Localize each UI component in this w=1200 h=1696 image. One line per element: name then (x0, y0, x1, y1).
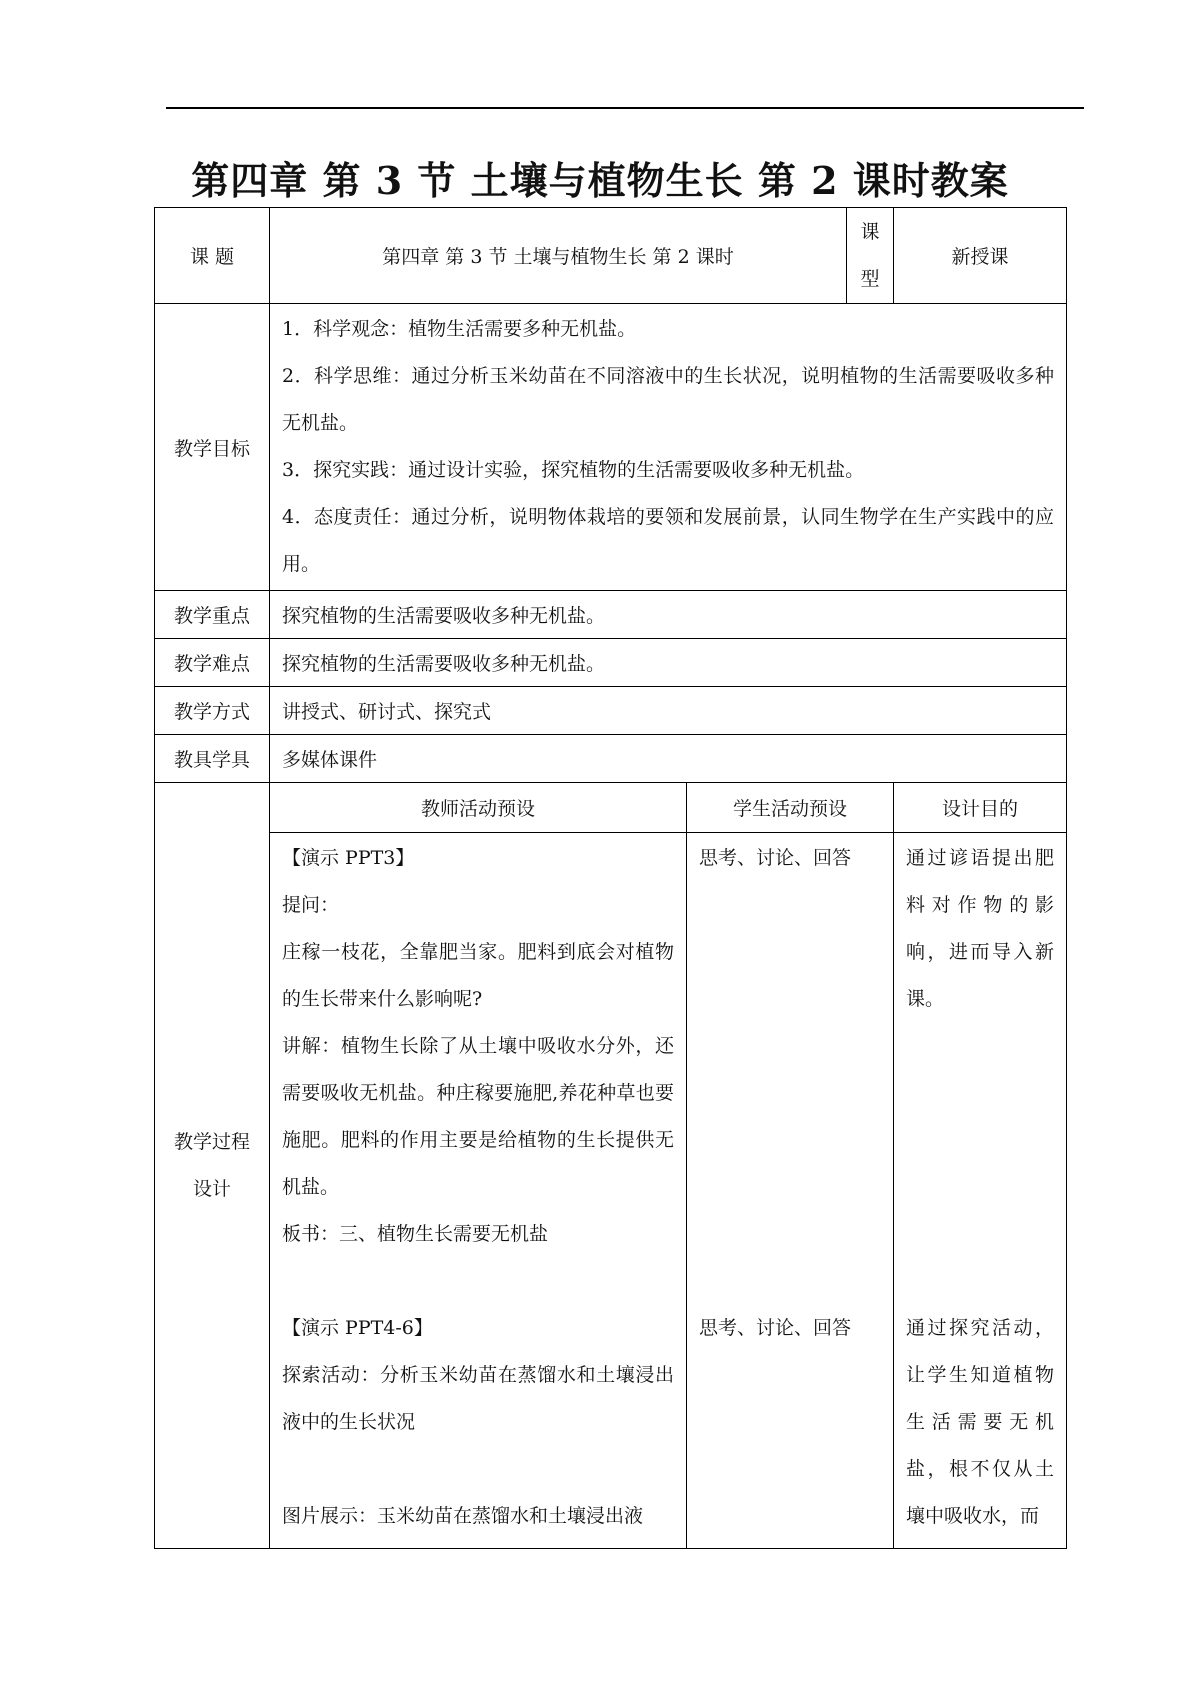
method-value: 讲授式、研讨式、探究式 (270, 687, 1067, 735)
key-point-value: 探究植物的生活需要吸收多种无机盐。 (270, 591, 1067, 639)
key-point-label: 教学重点 (155, 591, 270, 639)
design-purpose-header: 设计目的 (894, 783, 1067, 833)
objectives-row (155, 304, 1067, 591)
student-activity-1: 思考、讨论、回答 (699, 847, 852, 869)
tools-row (155, 735, 1067, 783)
student-activity-header: 学生活动预设 (687, 783, 894, 833)
teacher-activity-header: 教师活动预设 (270, 783, 687, 833)
method-row (155, 687, 1067, 735)
process-content-row (155, 833, 1067, 1549)
student-activity-2: 思考、讨论、回答 (699, 1317, 852, 1339)
objective-item: 3．探究实践：通过设计实验，探究植物的生活需要吸收多种无机盐。 (282, 459, 865, 481)
lesson-plan-table (154, 207, 1067, 1549)
topic-value: 第四章 第 3 节 土壤与植物生长 第 2 课时 (382, 246, 734, 268)
objective-item: 1．科学观念：植物生活需要多种无机盐。 (282, 318, 637, 340)
lesson-type-value: 新授课 (894, 208, 1067, 304)
method-label: 教学方式 (155, 687, 270, 735)
objectives-label: 教学目标 (155, 304, 270, 591)
lesson-type-label: 课 型 (846, 208, 893, 303)
process-header-row (155, 783, 1067, 833)
design-purpose-2: 通过探究活动，让学生知道植物生活需要无机盐，根不仅从土壤中吸收水，而 (906, 1317, 1054, 1527)
teacher-activity-cell: 【演示 PPT3】 提问： 庄稼一枝花，全靠肥当家。肥料到底会对植物的生长带来什么影响呢? 讲解：植物生长除了从土壤中吸收水分外，还需要吸收无机盐。种庄稼要施肥,养花种草也要施肥。肥料的作用主要是给植物的生长提供无机盐。 板书：三、植物生长需要无机盐 【演示 PPT4-6】 探索活动：分析玉米幼苗在蒸馏水和土壤浸出液中的生长状况 图片展示：玉米幼苗在蒸馏水和土壤浸出液 (270, 833, 687, 1549)
header-rule (166, 107, 1084, 109)
difficulty-label: 教学难点 (155, 639, 270, 687)
objective-item: 4．态度责任：通过分析，说明物体栽培的要领和发展前景，认同生物学在生产实践中的应用。 (282, 506, 1054, 575)
process-label: 教学过程 设计 (155, 783, 270, 1549)
objective-item: 2．科学思维：通过分析玉米幼苗在不同溶液中的生长状况，说明植物的生活需要吸收多种无机盐。 (282, 365, 1054, 434)
document-title: 第四章 第 3 节 土壤与植物生长 第 2 课时教案 (191, 158, 1009, 203)
objectives-list (270, 304, 1067, 591)
topic-row (155, 208, 1067, 304)
difficulty-value: 探究植物的生活需要吸收多种无机盐。 (270, 639, 1067, 687)
student-activity-cell (687, 833, 894, 1549)
difficulty-row (155, 639, 1067, 687)
design-purpose-cell (894, 833, 1067, 1549)
tools-label: 教具学具 (155, 735, 270, 783)
topic-label: 课 题 (155, 208, 270, 304)
tools-value: 多媒体课件 (270, 735, 1067, 783)
key-point-row (155, 591, 1067, 639)
design-purpose-1: 通过谚语提出肥料对作物的影响，进而导入新课。 (906, 847, 1054, 1010)
